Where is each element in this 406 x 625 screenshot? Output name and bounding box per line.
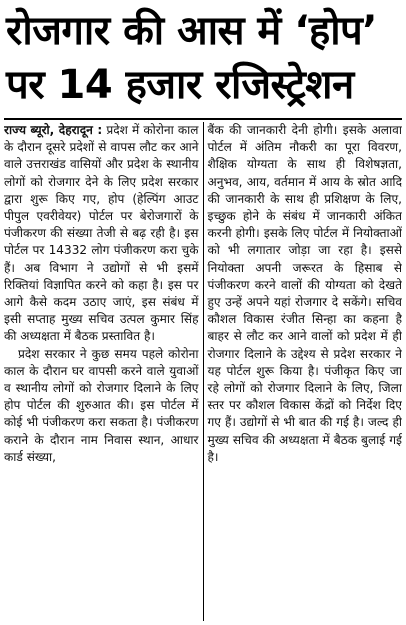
headline-line-1: रोजगार की आस में ‘होप’: [6, 8, 377, 54]
article-body: [4, 122, 402, 621]
paragraph-text: प्रदेश में कोरोना काल के दौरान दूसरे प्रदेशों से वापस लौट कर आने वाले उत्तराखंड वासियों और प्रदेश के स्थानीय लोगों को रोजगार देने के लिए प्रदेश सरकार द्वारा शुरू किए गए, होप (हेल्पिंग आउट पीपुल एवरीवेयर) पोर्टल पर बेरोजगारों के पंजीकरण की संख्या तेजी से बढ़ रही है। इस पोर्टल पर 14332 लोग पंजीकरण करा चुके हैं। अब विभाग ने उद्योगों से भी इसमें रिक्तियां विज्ञापित करने को कहा है। इस पर आगे कैसे कदम उठाए जाएं, इस संबंध में इसी सप्ताह मुख्य सचिव उत्पल कुमार सिंह की अध्यक्षता में बैठक प्रस्तावित है।: [4, 123, 199, 344]
dateline: राज्य ब्यूरो, देहरादून :: [4, 123, 103, 137]
article-paragraph: प्रदेश सरकार ने कुछ समय पहले कोरोना काल के दौरान घर वापसी करने वाले युवाओं व स्थानीय लोगों को रोजगार दिलाने के लिए होप पोर्टल की शुरुआत की। इस पोर्टल में कोई भी पंजीकरण करा सकता है। पंजीकरण कराने के दौरान नाम निवास स्थान, आधार कार्ड संख्या,: [4, 346, 199, 464]
headline-line-2: पर 14 हजार रजिस्ट्रेशन: [6, 62, 354, 108]
article-paragraph: [4, 122, 199, 346]
headline-divider: [4, 118, 402, 120]
article-column-left: [4, 122, 204, 621]
article-column-right: [204, 122, 403, 621]
headline: [0, 0, 406, 112]
article-paragraph: बैंक की जानकारी देनी होगी। इसके अलावा पोर्टल में अंतिम नौकरी का पूरा विवरण, शैक्षिक योग्यता के साथ ही विशेषज्ञता, अनुभव, आय, वर्तमान में आय के स्रोत आदि की जानकारी के साथ ही प्रशिक्षण के लिए, इच्छुक होने के संबंध में जानकारी अंकित करनी होगी। इसके लिए पोर्टल में नियोक्ताओं को भी लगातार जोड़ा जा रहा है। इससे नियोक्ता अपनी जरूरत के हिसाब से पंजीकरण करने वालों की योग्यता को देखते हुए उन्हें अपने यहां रोजगार दे सकेंगे। सचिव कौशल विकास रंजीत सिन्हा का कहना है बाहर से लौट कर आने वालों को प्रदेश में ही रोजगार दिलाने के उद्देश्य से प्रदेश सरकार ने यह पोर्टल शुरू किया है। पंजीकृत किए जा रहे लोगों को रोजगार दिलाने के लिए, जिला स्तर पर कौशल विकास केंद्रों को निर्देश दिए गए हैं। उद्योगों से भी बात की गई है। जल्द ही मुख्य सचिव की अध्यक्षता में बैठक बुलाई गई है।: [207, 123, 402, 464]
